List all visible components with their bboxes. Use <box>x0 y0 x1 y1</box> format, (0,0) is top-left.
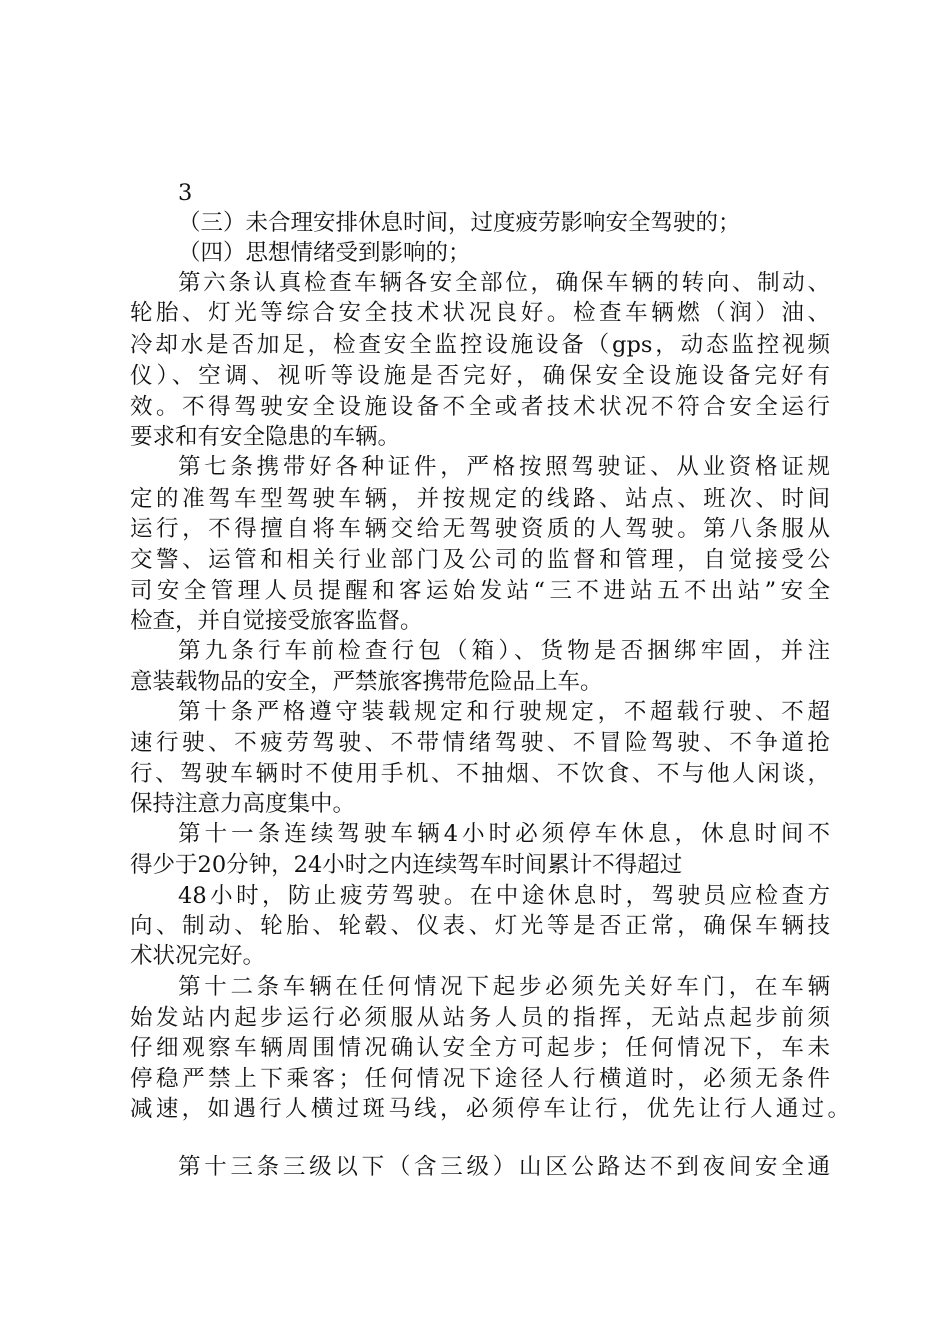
text-line-23: 48小时，防止疲劳驾驶。在中途休息时，驾驶员应检查方 <box>178 883 830 909</box>
text-line-18: 速行驶、不疲劳驾驶、不带情绪驾驶、不冒险驾驶、不争道抢 <box>130 730 830 756</box>
text-line-19: 行、驾驶车辆时不使用手机、不抽烟、不饮食、不与他人闲谈， <box>130 761 830 787</box>
text-line-13: 司安全管理人员提醒和客运始发站“三不进站五不出站”安全 <box>130 578 830 604</box>
text-line-26: 第十二条车辆在任何情况下起步必须先关好车门，在车辆 <box>178 974 830 1000</box>
text-line-27: 始发站内起步运行必须服从站务人员的指挥，无站点起步前须 <box>130 1005 830 1031</box>
text-line-2: （四）思想情绪受到影响的； <box>178 240 471 266</box>
text-line-22: 得少于20分钟，24小时之内连续驾车时间累计不得超过 <box>130 852 683 878</box>
text-line-10: 定的准驾车型驾驶车辆，并按规定的线路、站点、班次、时间 <box>130 486 830 512</box>
page-number: 3 <box>178 180 193 206</box>
text-line-12: 交警、运管和相关行业部门及公司的监督和管理，自觉接受公 <box>130 547 830 573</box>
text-line-11: 运行，不得擅自将车辆交给无驾驶资质的人驾驶。第八条服从 <box>130 516 830 542</box>
text-line-9: 第七条携带好各种证件，严格按照驾驶证、从业资格证规 <box>178 454 830 480</box>
text-line-20: 保持注意力高度集中。 <box>130 791 356 817</box>
text-line-28: 仔细观察车辆周围情况确认安全方可起步；任何情况下，车未 <box>130 1035 830 1061</box>
text-line-25: 术状况完好。 <box>130 943 266 969</box>
text-line-21: 第十一条连续驾驶车辆4小时必须停车休息，休息时间不 <box>178 821 830 847</box>
text-line-16: 意装载物品的安全，严禁旅客携带危险品上车。 <box>130 669 603 695</box>
text-line-14: 检查，并自觉接受旅客监督。 <box>130 608 423 634</box>
text-line-24: 向、制动、轮胎、轮毂、仪表、灯光等是否正常，确保车辆技 <box>130 913 830 939</box>
text-line-30: 减速，如遇行人横过斑马线，必须停车让行，优先让行人通过。 <box>130 1096 850 1122</box>
text-line-17: 第十条严格遵守装载规定和行驶规定，不超载行驶、不超 <box>178 699 830 725</box>
text-line-31: 第十三条三级以下（含三级）山区公路达不到夜间安全通 <box>178 1154 830 1180</box>
text-line-4: 轮胎、灯光等综合安全技术状况良好。检查车辆燃（润）油、 <box>130 300 830 326</box>
text-line-3: 第六条认真检查车辆各安全部位，确保车辆的转向、制动、 <box>178 270 830 296</box>
text-line-7: 效。不得驾驶安全设施设备不全或者技术状况不符合安全运行 <box>130 394 830 420</box>
text-line-6: 仪）、空调、视听等设施是否完好，确保安全设施设备完好有 <box>130 363 830 389</box>
text-line-15: 第九条行车前检查行包（箱）、货物是否捆绑牢固，并注 <box>178 638 830 664</box>
text-line-8: 要求和有安全隐患的车辆。 <box>130 424 401 450</box>
text-line-5: 冷却水是否加足，检查安全监控设施设备（gps，动态监控视频 <box>130 332 830 358</box>
text-line-1: （三）未合理安排休息时间，过度疲劳影响安全驾驶的； <box>178 210 741 236</box>
text-line-29: 停稳严禁上下乘客；任何情况下途径人行横道时，必须无条件 <box>130 1066 830 1092</box>
